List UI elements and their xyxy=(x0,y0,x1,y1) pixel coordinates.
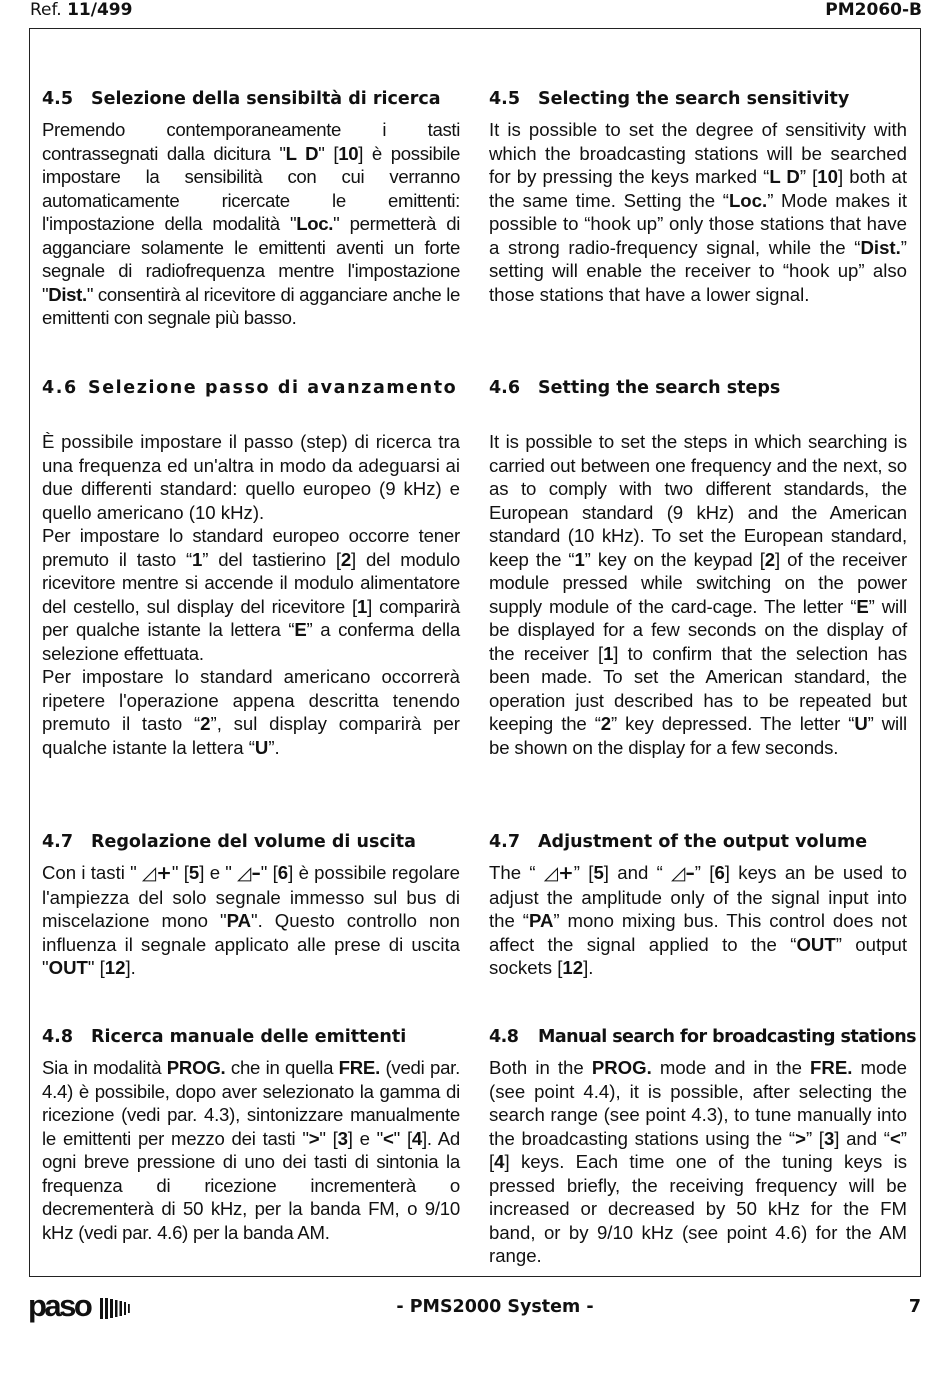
body-paragraph: Con i tasti " ◿+" [5] e " ◿–" [6] è possibile regolare l'ampiezza del solo segnale immesso sul bus di miscelazione mono "PA". Questo controllo non influenza il segnale applicato alle prese di uscita "OUT" [12]. xyxy=(42,862,461,978)
logo-wordmark: paso xyxy=(28,1290,91,1323)
section-title: Selezione passo di avanzamento xyxy=(88,378,458,398)
ref-label: Ref. xyxy=(30,0,62,20)
reference-number xyxy=(30,0,132,20)
section-heading xyxy=(489,88,907,110)
body-paragraph: Per impostare lo standard europeo occorre tener premuto il tasto “1” del tastierino [2] del modulo ricevitore mentre si accende il modulo alimentatore del cestello, sul display del ricevitore [1] comparirà per qualche istante la lettera “E” a conferma della selezione effettuata. xyxy=(42,525,461,664)
section-4-7-it xyxy=(42,831,460,980)
section-number: 4.5 xyxy=(42,89,74,109)
body-paragraph: It is possible to set the steps in which searching is carried out between one frequency and the next, so as to comply with two different standards, the European standard (9 kHz) and the American standard (10 kHz). To set the European standard, keep the “1” key on the keypad [2] of the receiver module pressed while switching on the power supply module of the card-cage. The letter “E” will be displayed for a few seconds on the display of the receiver [1] to confirm that the selection has been made. To set the American standard, the operation just described has to be repeated but keeping the “2” key depressed. The letter “U” will be shown on the display for a few seconds. xyxy=(489,431,907,758)
footer-system-name: - PMS2000 System - xyxy=(396,1297,594,1317)
section-title: Ricerca manuale delle emittenti xyxy=(91,1027,407,1047)
section-4-5-it xyxy=(42,88,460,330)
section-4-6-it xyxy=(42,377,460,759)
section-number: 4.8 xyxy=(42,1027,74,1047)
section-number: 4.7 xyxy=(489,832,521,852)
page-number: 7 xyxy=(908,1297,921,1317)
section-number: 4.8 xyxy=(489,1027,519,1047)
body-paragraph: È possibile impostare il passo (step) di ricerca tra una frequenza ed un'altra in modo da adeguarsi ai due differenti standard: quello europeo (9 kHz) e quello americano (10 kHz). xyxy=(42,431,460,523)
section-title: Selezione della sensibiltà di ricerca xyxy=(91,89,441,109)
section-title: Adjustment of the output volume xyxy=(538,832,868,852)
body-paragraph: Premendo contemporaneamente i tasti contrassegnati dalla dicitura "L D" [10] è possibile impostare la sensibilità con cui verranno automaticamente ricercate le emittenti: l'impostazione della modalità "Loc." permetterà di agganciare solamente le emittenti aventi un forte segnale di radiofrequenza mentre l'impostazione "Dist." consentirà al ricevitore di agganciare anche le emittenti con segnale più basso. xyxy=(42,119,461,328)
section-4-7-en xyxy=(489,831,907,980)
section-4-6-en xyxy=(489,377,907,759)
section-heading xyxy=(489,377,907,399)
section-number: 4.6 xyxy=(489,378,521,398)
section-heading xyxy=(489,1026,917,1048)
body-paragraph: It is possible to set the degree of sensitivity with which the broadcasting stations will be searched for by pressing the keys marked “L D” [10] both at the same time. Setting the “Loc.” Mode makes it possible to “hook up” only those stations that have a strong radio-frequency signal, while the “Dist.” setting will enable the receiver to “hook up” also those stations that have a lower signal. xyxy=(489,119,907,305)
body-paragraph: Sia in modalità PROG. che in quella FRE. (vedi par. 4.4) è possibile, dopo aver selezionato la gamma di ricezione (vedi par. 4.3), sintonizzare manualmente le emittenti per mezzo dei tasti ">" [3] e "<" [4]. Ad ogni breve pressione di uno dei tasti di sintonia la frequenza di ricezione incrementerà o decrementerà di 50 kHz, per la banda FM, o 9/10 kHz (vedi par. 4.6) per la banda AM. xyxy=(42,1057,460,1243)
body-paragraph: The “ ◿+” [5] and “ ◿–” [6] keys an be used to adjust the amplitude only of the signal input into the “PA” mono mixing bus. This control does not affect the signal applied to the “OUT” output sockets [12]. xyxy=(489,862,907,978)
section-heading xyxy=(42,88,460,110)
section-heading xyxy=(489,831,907,853)
body-paragraph: Both in the PROG. mode and in the FRE. mode (see point 4.4), it is possible, after selecting the search range (see point 4.3), to tune manually into the broadcasting stations using the “>” [3] and “<” [4] keys. Each time one of the tuning keys is pressed briefly, the receiving frequency will be increased or decreased by 50 kHz for the FM band, or by 9/10 kHz (see point 4.6) for the AM range. xyxy=(489,1057,907,1266)
section-heading xyxy=(42,377,460,399)
section-title: Regolazione del volume di uscita xyxy=(91,832,416,852)
section-title: Manual search for broadcasting stations xyxy=(538,1027,917,1047)
section-number: 4.6 xyxy=(42,378,78,398)
body-paragraph: Per impostare lo standard americano occorrerà ripetere l'operazione appena descritta tenendo premuto il tasto “2”, sul display comparirà per qualche istante la lettera “U”. xyxy=(42,666,460,758)
ref-value: 11/499 xyxy=(67,0,133,20)
section-heading xyxy=(42,831,460,853)
model-code: PM2060-B xyxy=(825,0,922,20)
section-4-8-en xyxy=(489,1026,917,1268)
section-number: 4.5 xyxy=(489,89,521,109)
section-title: Setting the search steps xyxy=(538,378,781,398)
section-4-8-it xyxy=(42,1026,460,1244)
section-number: 4.7 xyxy=(42,832,74,852)
section-4-5-en xyxy=(489,88,907,306)
section-title: Selecting the search sensitivity xyxy=(538,89,850,109)
section-heading xyxy=(42,1026,460,1048)
